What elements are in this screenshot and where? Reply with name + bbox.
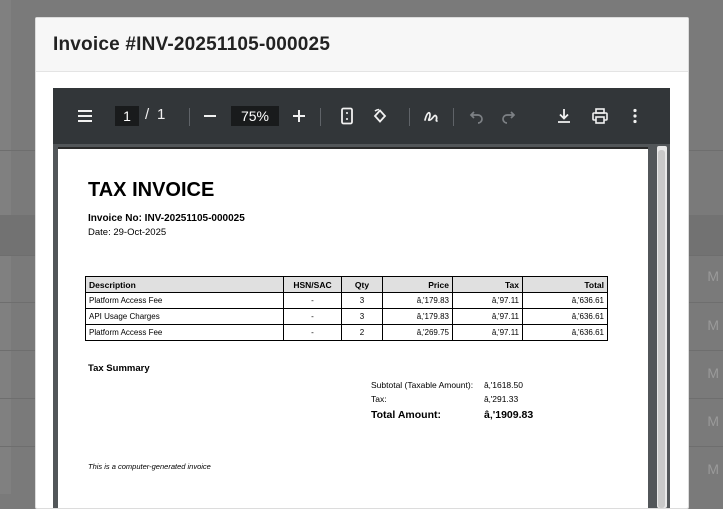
zoom-input[interactable]: 75% (231, 106, 279, 126)
background-text: M (707, 413, 719, 429)
invoice-date: Date: 29-Oct-2025 (88, 227, 167, 238)
cell-tax: â‚'97.11 (453, 293, 523, 309)
pdf-scrollbar-thumb[interactable] (658, 150, 665, 508)
subtotal-label: Subtotal (Taxable Amount): (371, 380, 474, 390)
column-header: Qty (342, 277, 383, 293)
cell-total: â‚'636.61 (523, 293, 608, 309)
invoice-footnote: This is a computer-generated invoice (88, 462, 211, 471)
menu-icon[interactable] (76, 107, 94, 125)
toolbar-divider (409, 108, 410, 126)
cell-price: â‚'179.83 (383, 293, 453, 309)
cell-qty: 3 (342, 293, 383, 309)
page-separator: / (145, 106, 150, 123)
total-amount-label: Total Amount: (371, 409, 441, 421)
page-number-input[interactable]: 1 (115, 106, 139, 126)
cell-price: â‚'179.83 (383, 309, 453, 325)
column-header: Tax (453, 277, 523, 293)
cell-description: API Usage Charges (86, 309, 284, 325)
cell-tax: â‚'97.11 (453, 325, 523, 341)
page-total: 1 (157, 106, 166, 123)
line-items-table (85, 276, 608, 341)
zoom-in-icon[interactable] (291, 107, 307, 125)
table-row (86, 309, 608, 325)
background-text: M (707, 317, 719, 333)
download-icon[interactable] (556, 107, 572, 125)
table-row (86, 325, 608, 341)
cell-hsn: - (284, 325, 342, 341)
column-header: Total (523, 277, 608, 293)
toolbar-divider (453, 108, 454, 126)
pdf-page (58, 147, 648, 508)
column-header: Price (383, 277, 453, 293)
cell-description: Platform Access Fee (86, 293, 284, 309)
cell-total: â‚'636.61 (523, 309, 608, 325)
invoice-number: Invoice No: INV-20251105-000025 (88, 213, 245, 224)
invoice-modal (35, 17, 689, 509)
tax-summary-title: Tax Summary (88, 363, 150, 374)
print-icon[interactable] (591, 107, 609, 125)
modal-title: Invoice #INV-20251105-000025 (53, 33, 331, 55)
column-header: Description (86, 277, 284, 293)
more-options-icon[interactable] (631, 107, 639, 125)
background-text: M (707, 365, 719, 381)
fit-page-icon[interactable] (340, 107, 354, 125)
cell-total: â‚'636.61 (523, 325, 608, 341)
modal-header (36, 18, 688, 72)
cell-hsn: - (284, 293, 342, 309)
cell-qty: 2 (342, 325, 383, 341)
cell-qty: 3 (342, 309, 383, 325)
cell-price: â‚'269.75 (383, 325, 453, 341)
tax-value: â‚'291.33 (484, 394, 519, 404)
cell-description: Platform Access Fee (86, 325, 284, 341)
subtotal-value: â‚'1618.50 (484, 380, 523, 390)
cell-tax: â‚'97.11 (453, 309, 523, 325)
undo-icon[interactable] (469, 107, 485, 125)
toolbar-divider (320, 108, 321, 126)
zoom-out-icon[interactable] (202, 107, 218, 125)
rotate-icon[interactable] (371, 107, 389, 125)
tax-label: Tax: (371, 394, 387, 404)
table-row (86, 293, 608, 309)
invoice-heading: TAX INVOICE (88, 179, 215, 201)
column-header: HSN/SAC (284, 277, 342, 293)
draw-icon[interactable] (422, 107, 440, 125)
total-amount-value: â‚'1909.83 (484, 409, 534, 421)
cell-hsn: - (284, 309, 342, 325)
pdf-toolbar (53, 88, 670, 144)
toolbar-divider (189, 108, 190, 126)
table-header-row (86, 277, 608, 293)
redo-icon[interactable] (500, 107, 516, 125)
background-text: M (707, 268, 719, 284)
pdf-viewer (53, 88, 670, 508)
background-text: M (707, 461, 719, 477)
